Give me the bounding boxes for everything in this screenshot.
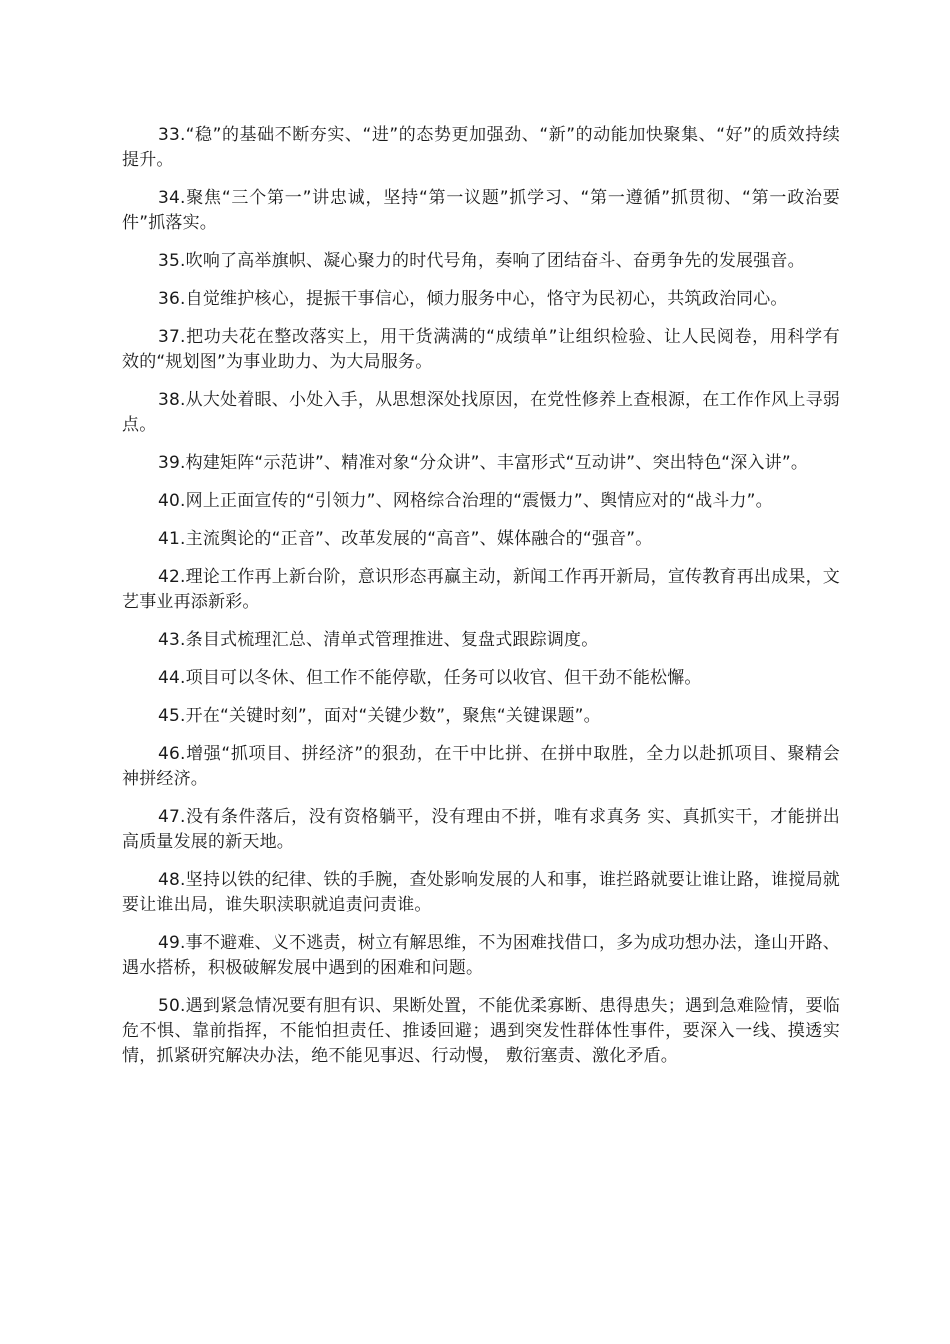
paragraph-38: 38.从大处着眼、小处入手，从思想深处找原因，在党性修养上查根源，在工作作风上寻弱点。 <box>122 390 840 435</box>
paragraph-35: 35.吹响了高举旗帜、凝心聚力的时代号角，奏响了团结奋斗、奋勇争先的发展强音。 <box>158 251 805 271</box>
paragraph-49: 49.事不避难、义不逃责，树立有解思维，不为困难找借口，多为成功想办法，逢山开路、遇水搭桥，积极破解发展中遇到的困难和问题。 <box>122 933 840 978</box>
paragraph-37: 37.把功夫花在整改落实上，用干货满满的“成绩单”让组织检验、让人民阅卷，用科学有效的“规划图”为事业助力、为大局服务。 <box>122 327 840 372</box>
paragraph-39: 39.构建矩阵“示范讲”、精准对象“分众讲”、丰富形式“互动讲”、突出特色“深入讲”。 <box>158 453 809 473</box>
paragraph-50: 50.遇到紧急情况要有胆有识、果断处置，不能优柔寡断、患得患失；遇到急难险情，要临危不惧、靠前指挥，不能怕担责任、推诿回避；遇到突发性群体性事件，要深入一线、摸透实情，抓紧研究解决办法，绝不能见事迟、行动慢， 敷衍塞责、激化矛盾。 <box>122 996 840 1066</box>
paragraph-33: 33.“稳”的基础不断夯实、“进”的态势更加强劲、“新”的动能加快聚集、“好”的质效持续提升。 <box>122 125 840 170</box>
paragraph-42: 42.理论工作再上新台阶，意识形态再赢主动，新闻工作再开新局，宣传教育再出成果，文艺事业再添新彩。 <box>122 567 840 612</box>
paragraph-36: 36.自觉维护核心，提振干事信心，倾力服务中心，恪守为民初心，共筑政治同心。 <box>158 289 788 309</box>
paragraph-46: 46.增强“抓项目、拼经济”的狠劲，在干中比拼、在拼中取胜，全力以赴抓项目、聚精会神拼经济。 <box>122 744 840 789</box>
paragraph-47: 47.没有条件落后，没有资格躺平，没有理由不拼，唯有求真务 实、真抓实干，才能拼出高质量发展的新天地。 <box>122 807 840 852</box>
paragraph-41: 41.主流舆论的“正音”、改革发展的“高音”、媒体融合的“强音”。 <box>158 529 653 549</box>
paragraph-44: 44.项目可以冬休、但工作不能停歇，任务可以收官、但干劲不能松懈。 <box>158 668 702 688</box>
document-body <box>122 123 840 1082</box>
paragraph-43: 43.条目式梳理汇总、清单式管理推进、复盘式跟踪调度。 <box>158 630 599 650</box>
paragraph-40: 40.网上正面宣传的“引领力”、网格综合治理的“震慑力”、舆情应对的“战斗力”。 <box>158 491 773 511</box>
paragraph-48: 48.坚持以铁的纪律、铁的手腕，查处影响发展的人和事，谁拦路就要让谁让路，谁搅局就要让谁出局，谁失职渎职就追责问责谁。 <box>122 870 840 915</box>
paragraph-34: 34.聚焦“三个第一”讲忠诚，坚持“第一议题”抓学习、“第一遵循”抓贯彻、“第一政治要件”抓落实。 <box>122 188 840 233</box>
paragraph-45: 45.开在“关键时刻”，面对“关键少数”，聚焦“关键课题”。 <box>158 706 601 726</box>
